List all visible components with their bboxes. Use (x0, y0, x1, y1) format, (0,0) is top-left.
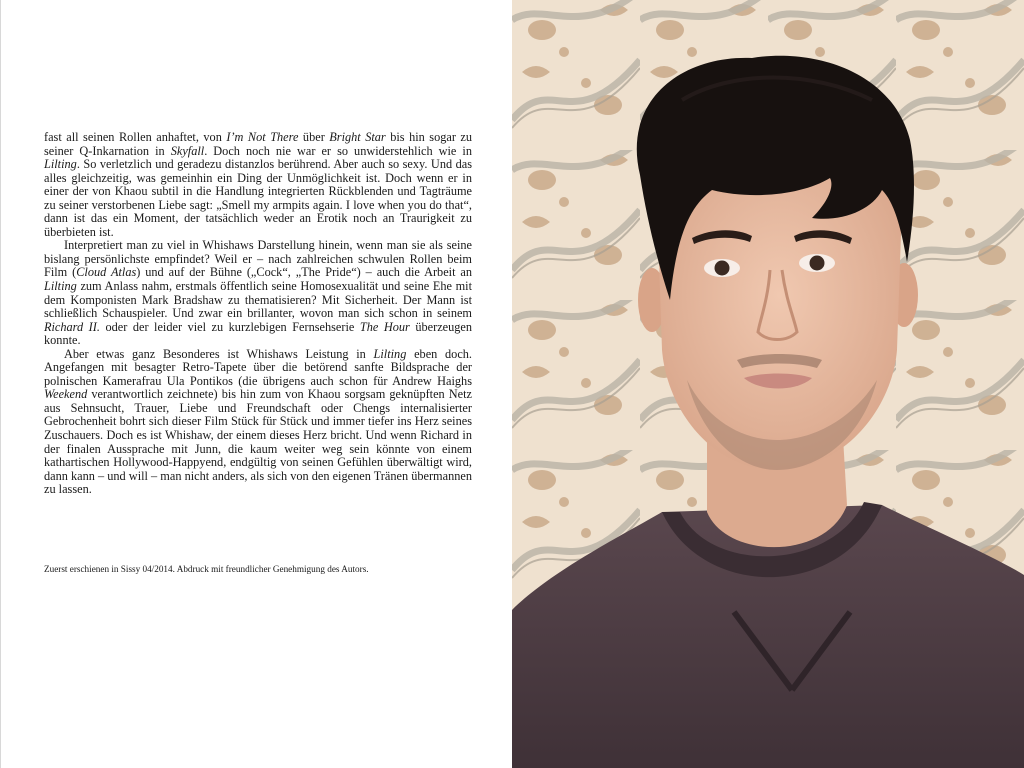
italic-title: Weekend (44, 387, 88, 402)
text-run: . So verletzlich und geradezu distanzlos berührend. Aber auch so sexy. Und das alles gleichzeitig, was gemeinhin ein Ding der Unmöglichkeit ist. Doch wenn er in einer der von Khaou subtil in die Handlung integrierten Rückblenden und Tagträume zu seiner verstorbenen Liebe sagt: „Smell my armpits again. I love when you do that“, dann ist das ein Moment, der tatsächlich weder an Erotik noch an Traurigkeit zu überbieten ist. (44, 157, 472, 239)
text-run: . Doch noch nie war er so unwiderstehlich wie in (204, 143, 472, 158)
portrait-photo (512, 0, 1024, 768)
article-body (44, 131, 472, 497)
text-run: ) und auf der Bühne („Cock“, „The Pride“) – auch die Arbeit an (136, 265, 472, 280)
text-run: zum Anlass nahm, erstmals öffentlich seine Homosexualität und seine Ehe mit dem Komponisten Mark Bradshaw zu thematisieren? Mit Sicherheit. Der Mann ist schließlich Schauspieler. Und zwar ein brillanter, wovon man sich schon in seinem (44, 279, 472, 321)
text-run: oder der leider viel zu kurzlebigen Fernsehserie (99, 319, 360, 334)
italic-title: The Hour (359, 319, 410, 334)
left-eye (715, 261, 730, 276)
italic-title: I’m Not There (226, 130, 299, 144)
italic-title: Lilting (373, 346, 407, 361)
right-page (512, 0, 1024, 768)
text-run: über (298, 130, 330, 144)
text-run: verantwortlich zeichnete) bis hin zum von Khaou sorgsam geknüpften Netz aus Sehnsucht, Trauer, Liebe und Freundschaft oder Chengs internalisierter Gebrochenheit bohrt sich dieser Film Stück für Stück und immer tiefer ins Herz seines Zuschauers. Doch es ist Whishaw, der einem dieses Herz bricht. Und wenn Richard in der finalen Aussprache mit Junn, die kaum weiter weg sein könnte von einem kathartischen Hollywood-Happyend, endgültig von seinen Gefühlen überwältigt wird, dann kann – und will – man nicht anders, als sich von den eigenen Tränen übermannen zu lassen. (44, 387, 472, 497)
text-run: bis hin sogar zu seiner Q-Inkarnation in (44, 130, 473, 158)
text-run: eben doch. Angefangen mit besagter Retro-Tapete über die betörend sanfte Bildsprache der polnischen Kamerafrau Ula Pontikos (die übrigens auch schon für Andrew Haighs (44, 346, 473, 388)
italic-title: Skyfall (170, 143, 205, 158)
text-run: fast all seinen Rollen anhaftet, von (44, 130, 227, 144)
text-run: Interpretiert man zu viel in Whishaws Darstellung hinein, wenn man sie als seine bislang persönlichste empfindet? Weil er – nach zahlreichen schwulen Rollen beim Film ( (44, 238, 472, 280)
italic-title: Lilting (44, 279, 77, 294)
italic-title: Richard II. (44, 319, 100, 334)
text-run: überzeugen konnte. (44, 319, 473, 348)
text-run: Aber etwas ganz Besonderes ist Whishaws Leistung in (64, 346, 374, 361)
article-paragraph (44, 239, 472, 347)
credit-line: Zuerst erschienen in Sissy 04/2014. Abdruck mit freundlicher Genehmigung des Autors. (44, 564, 369, 574)
article-paragraph (44, 348, 472, 497)
right-eye (810, 256, 825, 271)
italic-title: Lilting (44, 157, 77, 172)
italic-title: Cloud Atlas (76, 265, 137, 280)
italic-title: Bright Star (329, 130, 386, 144)
article-paragraph (44, 131, 472, 239)
